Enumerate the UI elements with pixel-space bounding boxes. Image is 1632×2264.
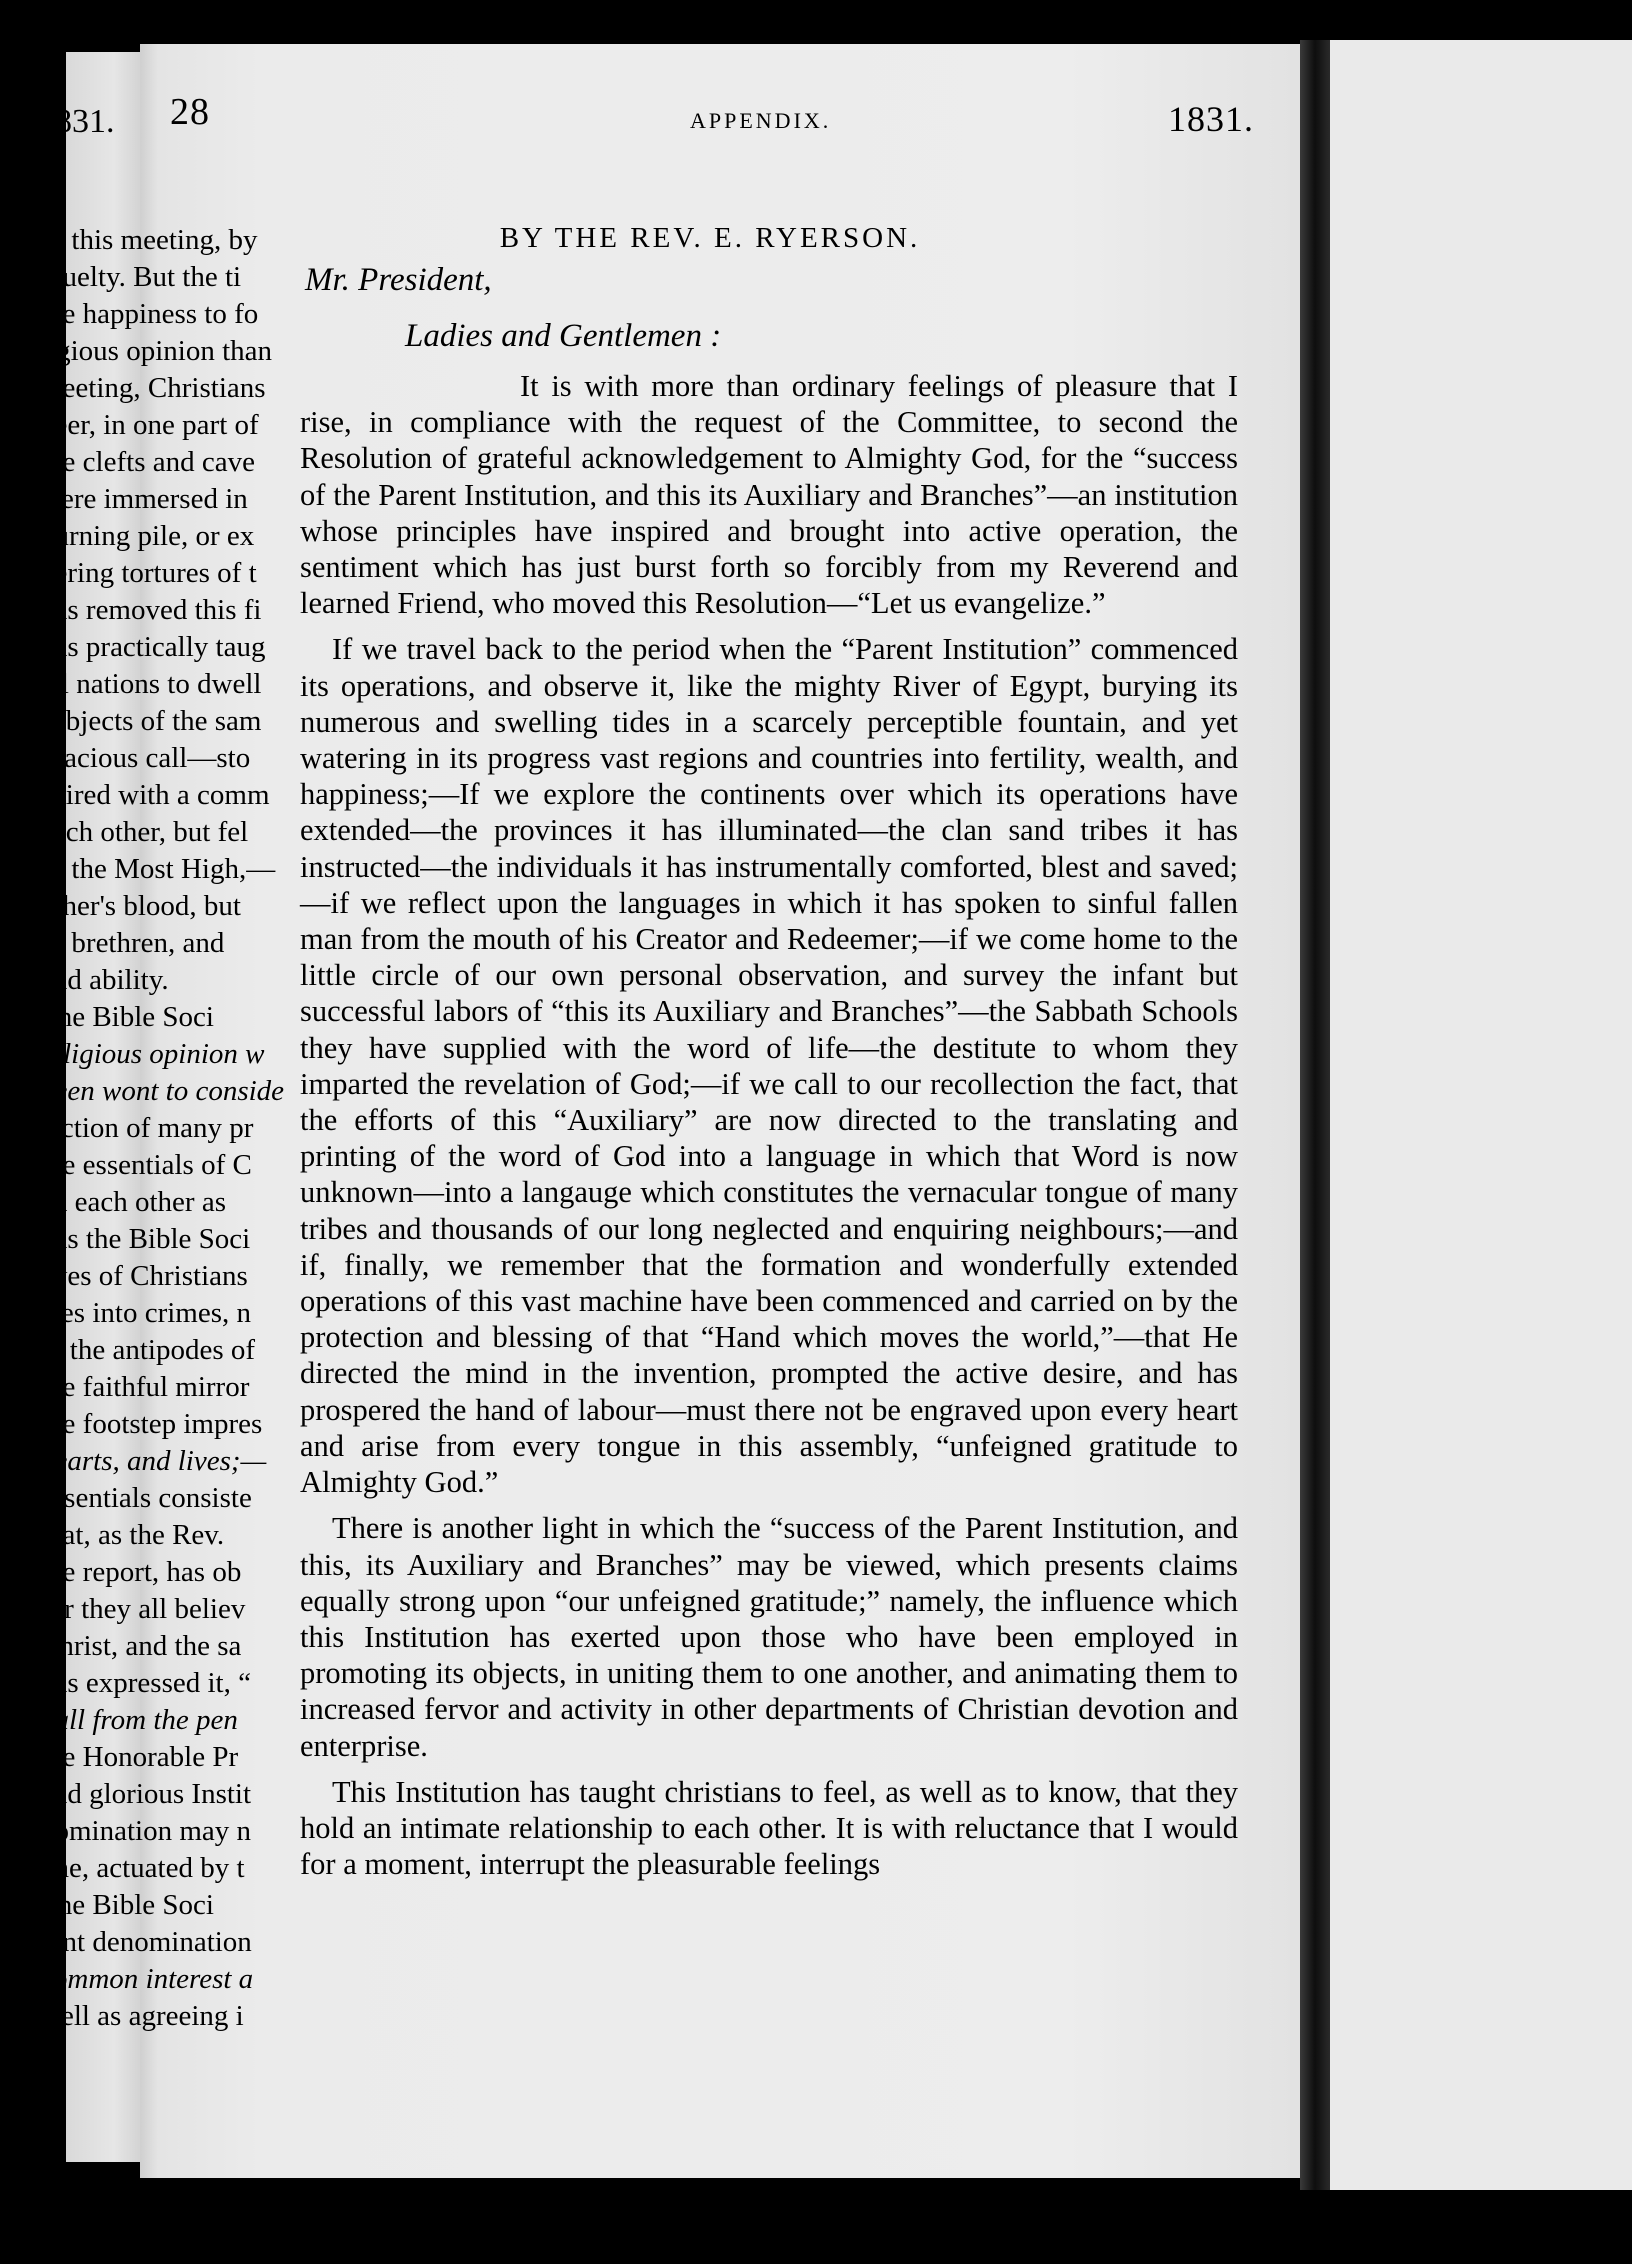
book-gutter bbox=[1300, 40, 1330, 2190]
right-page-line: meeting, Christians bbox=[40, 372, 266, 404]
salutation-audience: Ladies and Gentlemen : bbox=[405, 318, 722, 354]
running-title: APPENDIX. bbox=[690, 108, 832, 133]
right-page-text bbox=[40, 222, 740, 2035]
right-page-line: nomination may n bbox=[40, 1815, 252, 1847]
right-page-line: gracious call—sto bbox=[40, 742, 251, 774]
right-page-line: ligious opinion than bbox=[40, 335, 272, 367]
right-page-line: all nations to dwell bbox=[40, 668, 262, 700]
right-page-line: religious opinion w bbox=[40, 1038, 265, 1070]
running-year: 1831. bbox=[1168, 99, 1254, 139]
right-page-line: the report, has ob bbox=[40, 1556, 242, 1588]
right-page-year: 1831. bbox=[38, 103, 115, 140]
right-page-line: the faithful mirror bbox=[40, 1371, 250, 1403]
paragraph-1: It is with more than ordinary feelings of pleasure that I rise, in compliance with the request of the Committee, to second the Resolution of grateful acknowledgement to Almighty God, for the “success of the Parent Institution, and this its Auxiliary and Branches”—an institution whose principles have inspired and brought into active operation, the sentiment which has just burst forth so forcibly from my Reverend and learned Friend, who moved this Resolution—“Let us evangelize.” bbox=[300, 369, 1238, 621]
right-page-line: gall from the pen bbox=[40, 1704, 238, 1736]
right-page-line: cruelty. But the ti bbox=[40, 261, 242, 293]
right-page-line: has the Bible Soci bbox=[40, 1223, 251, 1255]
right-page-line: each other, but fel bbox=[40, 816, 249, 848]
right-page bbox=[1330, 40, 1632, 2190]
right-page-line: deer, in one part of bbox=[40, 409, 259, 441]
paragraph-2: If we travel back to the period when the “Parent Institution” commenced its operations, and observe it, like the mighty River of Egypt, burying its numerous and swelling tides in a scarcely perceptible fountain, and yet watering in its progress vast regions and countries into fertility, wealth, and happiness;—If we explore the continents over which its operations have extended—the provinces it has illuminated—the clan sand tribes it has instructed—the individuals it has instrumentally comforted, blest and saved;—if we reflect upon the languages in which it has spoken to sinful fallen man from the mouth of his Creator and Redeemer;—if we come home to the little circle of our own personal observation, and survey the infant but successful labors of “this its Auxiliary and Branches”—the Sabbath Schools they have supplied with the word of life—the destitute to whom they imparted the revelation of God;—if we call to our recollection the fact, that the efforts of this “Auxiliary” are now directed to the translating and printing of the word of God into a language in which that Word is now unknown—into a langauge which constitutes the vernacular tongue of many tribes and thousands of our long neglected and enquiring neighbours;—and if, finally, we remember that the formation and wonderfully extended operations of this vast machine have been commenced and carried on by the protection and blessing of that “Hand which moves the world,”—that He directed the mind in the invention, prompted the active desire, and has prospered the hand of labour—must there not be engraved upon every heart and arise from every tongue in this assembly, “unfeigned gratitude to Almighty God.” bbox=[300, 632, 1238, 1500]
right-page-line: subjects of the sam bbox=[40, 705, 262, 737]
right-page-line: ed each other as bbox=[40, 1186, 226, 1218]
right-page-line: for they all believ bbox=[40, 1593, 246, 1625]
byline: BY THE REV. E. RYERSON. bbox=[499, 222, 921, 254]
right-page-line: eyes of Christians bbox=[40, 1260, 248, 1292]
right-page-line: cies into crimes, n bbox=[40, 1297, 252, 1329]
right-page-line: has expressed it, “ bbox=[40, 1667, 251, 1699]
right-page-line: rent denomination bbox=[40, 1926, 252, 1958]
right-page-line: gering tortures of t bbox=[40, 557, 257, 589]
right-page-line: essentials consiste bbox=[40, 1482, 252, 1514]
right-page-line: Christ, and the sa bbox=[40, 1630, 242, 1662]
right-page-line: the clefts and cave bbox=[40, 446, 255, 478]
paragraph-4: This Institution has taught christians to feel, as well as to know, that they hold an intimate relationship to each other. It is with reluctance that I would for a moment, interrupt the pleasurable feelings bbox=[300, 1774, 1238, 1882]
right-page-line: been wont to conside bbox=[40, 1075, 285, 1107]
salutation-president: Mr. President, bbox=[305, 262, 492, 298]
right-page-line: common interest a bbox=[40, 1963, 254, 1995]
right-page-line: that, as the Rev. bbox=[40, 1519, 225, 1551]
right-page-line: the essentials of C bbox=[40, 1149, 252, 1181]
right-page-line: spired with a comm bbox=[40, 779, 270, 811]
right-page-line: and glorious Instit bbox=[40, 1778, 252, 1810]
right-page-line: the footstep impres bbox=[40, 1408, 263, 1440]
right-page-line: other's blood, but bbox=[40, 890, 241, 922]
right-page-line: of this meeting, by bbox=[40, 224, 258, 256]
right-page-line: the Honorable Pr bbox=[40, 1741, 239, 1773]
right-page-line: The Bible Soci bbox=[40, 1889, 214, 1921]
paragraph-3: There is another light in which the “success of the Parent Institution, and this, its Auxiliary and Branches” may be viewed, which presents claims equally strong upon “our unfeigned gratitude;” namely, the influence which this Institution has exerted upon those who have been employed in promoting its objects, in uniting them to one another, and animating them to increased fervor and activity in other departments of Christian devotion and enterprise. bbox=[300, 1511, 1238, 1763]
right-page-line: burning pile, or ex bbox=[40, 520, 255, 552]
right-page-line: lection of many pr bbox=[40, 1112, 254, 1144]
right-page-line: The Bible Soci bbox=[40, 1001, 214, 1033]
right-page-line: has removed this fi bbox=[40, 594, 262, 626]
right-page-line: as brethren, and bbox=[40, 927, 225, 959]
right-page-line: of the Most High,— bbox=[40, 853, 276, 885]
right-page-line: the happiness to fo bbox=[40, 298, 259, 330]
right-page-line: has practically taug bbox=[40, 631, 266, 663]
right-page-line: one, actuated by t bbox=[40, 1852, 245, 1884]
right-page-line: were immersed in bbox=[40, 483, 248, 515]
right-page-line: and ability. bbox=[40, 964, 169, 996]
right-page-line: well as agreeing i bbox=[40, 2000, 244, 2032]
right-page-line: hearts, and lives;— bbox=[40, 1445, 267, 1477]
right-page-line: to the antipodes of bbox=[40, 1334, 256, 1366]
page-number: 28 bbox=[170, 91, 210, 133]
